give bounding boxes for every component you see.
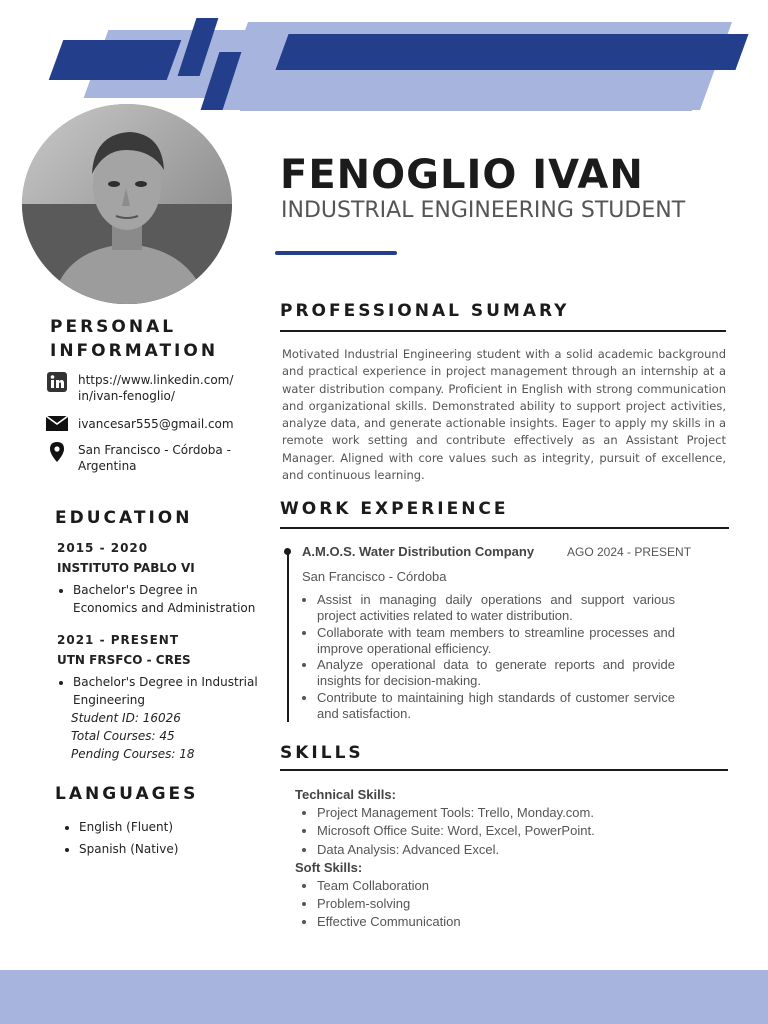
- technical-skills-label: Technical Skills:: [295, 787, 396, 802]
- mail-icon: [46, 416, 68, 431]
- skill-item: • Effective Communication: [317, 913, 595, 931]
- pending-courses: Pending Courses: 18: [71, 747, 195, 761]
- skill-item: • Project Management Tools: Trello, Monday.com.: [317, 804, 595, 822]
- contact-linkedin[interactable]: [46, 372, 233, 404]
- job-location: San Francisco - Córdoba: [302, 569, 447, 584]
- personal-info-heading-line2: INFORMATION: [50, 341, 219, 361]
- contact-email[interactable]: [46, 416, 234, 432]
- summary-text: Motivated Industrial Engineering student with a solid academic background and practical experience in project management through an internship at a water distribution company. Proficient in English with strong communication and organizational skills. Demonstrated ability to support project activities, analyze data, and generate actionable insights. Eager to apply my skills in a remote work setting and contribute effectively as an Assistant Project Manager. Aligned with core values such as integrity, pursuit of excellence, and continuous learning.: [282, 347, 726, 483]
- education-degree: [73, 581, 263, 617]
- work-heading: WORK EXPERIENCE: [280, 499, 509, 519]
- language-item: • English (Fluent): [79, 816, 178, 838]
- location-line2: Argentina: [78, 459, 137, 473]
- timeline-line: [287, 552, 289, 722]
- email-address[interactable]: ivancesar555@gmail.com: [78, 417, 234, 431]
- soft-skills-list: [295, 877, 595, 932]
- skill-item: • Data Analysis: Advanced Excel.: [317, 841, 595, 859]
- personal-info-heading-line1: PERSONAL: [50, 317, 177, 337]
- languages-heading: LANGUAGES: [55, 784, 199, 804]
- education-degree-text: Bachelor's Degree in Economics and Administration: [73, 583, 256, 615]
- education-years: 2015 - 2020: [57, 541, 149, 555]
- job-bullet: • Contribute to maintaining high standards of customer service and satisfaction.: [317, 690, 675, 723]
- header-shape-dark-right: [275, 34, 748, 70]
- skill-item: • Microsoft Office Suite: Word, Excel, PowerPoint.: [317, 822, 595, 840]
- education-institution: INSTITUTO PABLO VI: [57, 561, 195, 575]
- header-shape-dark-left: [49, 40, 182, 80]
- language-item: • Spanish (Native): [79, 838, 178, 860]
- skills-divider: [280, 769, 728, 771]
- name-accent-bar: [275, 251, 397, 255]
- education-degree-list: [57, 673, 263, 709]
- skills-section: [295, 786, 595, 932]
- education-degree-text: Bachelor's Degree in Industrial Engineering: [73, 675, 258, 707]
- work-divider: [280, 527, 729, 529]
- skill-item: • Team Collaboration: [317, 877, 595, 895]
- skills-heading: SKILLS: [280, 743, 364, 763]
- linkedin-icon: [46, 372, 68, 392]
- education-heading: EDUCATION: [55, 508, 193, 528]
- candidate-role: INDUSTRIAL ENGINEERING STUDENT: [281, 198, 686, 223]
- languages-list: [62, 816, 178, 860]
- summary-divider: [280, 330, 726, 332]
- linkedin-url-line1: https://www.linkedin.com/: [78, 373, 234, 387]
- personal-info-heading: [50, 315, 218, 363]
- linkedin-url-line2: in/ivan-fenoglio/: [78, 389, 175, 403]
- total-courses: Total Courses: 45: [71, 729, 175, 743]
- profile-photo: [22, 104, 232, 304]
- linkedin-url[interactable]: [78, 372, 233, 404]
- job-bullet: • Collaborate with team members to streamline processes and improve operational efficiency.: [317, 625, 675, 658]
- location-pin-icon: [46, 442, 68, 462]
- job-company: A.M.O.S. Water Distribution Company: [302, 544, 535, 559]
- job-dates: AGO 2024 - PRESENT: [567, 545, 692, 559]
- location-text: [78, 442, 231, 474]
- contact-location: [46, 442, 231, 474]
- job-bullet: • Analyze operational data to generate reports and provide insights for decision-making.: [317, 657, 675, 690]
- location-line1: San Francisco - Córdoba -: [78, 443, 231, 457]
- education-degree: [73, 673, 263, 709]
- skill-item: • Problem-solving: [317, 895, 595, 913]
- profile-photo-image: [22, 104, 232, 304]
- job-bullet-list: [317, 592, 675, 722]
- technical-skills-list: [295, 804, 595, 859]
- education-degree-list: [57, 581, 263, 617]
- education-entry-2: [57, 633, 263, 763]
- education-institution: UTN FRSFCO - CRES: [57, 653, 191, 667]
- student-id: Student ID: 16026: [71, 711, 181, 725]
- soft-skills-label: Soft Skills:: [295, 859, 363, 875]
- summary-heading: PROFESSIONAL SUMARY: [280, 301, 570, 321]
- footer-band: [0, 970, 768, 1024]
- education-years: 2021 - PRESENT: [57, 633, 180, 647]
- header-shape-light-line: [240, 107, 692, 111]
- candidate-name: FENOGLIO IVAN: [280, 152, 644, 198]
- education-entry-1: [57, 541, 263, 617]
- job-bullet: • Assist in managing daily operations and support various project activities related to water distribution.: [317, 592, 675, 625]
